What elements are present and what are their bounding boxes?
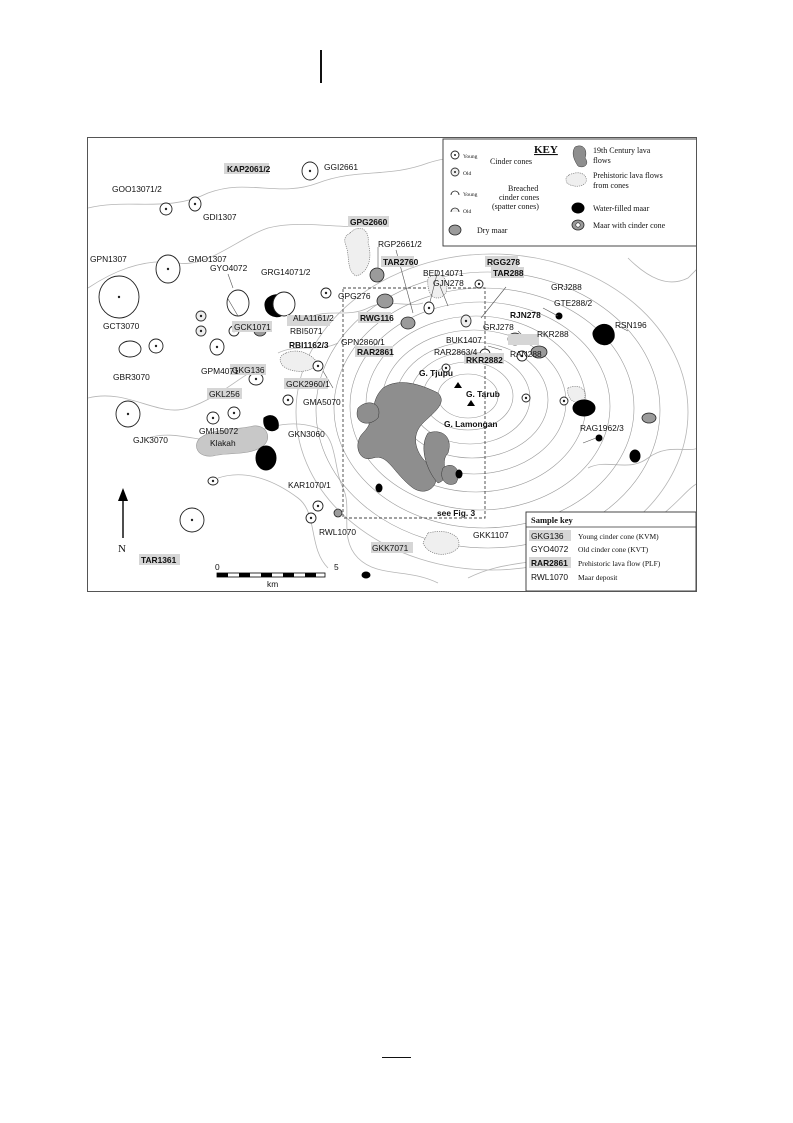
key-water-maar: Water-filled maar xyxy=(593,204,650,213)
label-GCK2960_1: GCK2960/1 xyxy=(286,379,330,389)
label-GCT3070: GCT3070 xyxy=(103,321,140,331)
key-cinder-cones: Cinder cones xyxy=(490,157,532,166)
label-RGG278: RGG278 xyxy=(487,257,521,267)
sample-key-code-3: RWL1070 xyxy=(531,572,569,582)
label-GDI1307: GDI1307 xyxy=(203,212,237,222)
label-GKL256: GKL256 xyxy=(209,389,240,399)
key-title: KEY xyxy=(534,144,558,156)
sample-key-code-0: GKG136 xyxy=(531,531,564,541)
label-RGP2661_2: RGP2661/2 xyxy=(378,239,422,249)
label-GCK1071: GCK1071 xyxy=(234,322,271,332)
scale-unit: km xyxy=(267,579,279,589)
label-GBR3070: GBR3070 xyxy=(113,372,150,382)
label-RAR2863_4: RAR2863/4 xyxy=(434,347,478,357)
label-RAN288: RAN288 xyxy=(510,349,542,359)
label-RBI1162_3: RBI1162/3 xyxy=(289,340,329,350)
label-GKN3060: GKN3060 xyxy=(288,429,325,439)
label-RAG1962_3: RAG1962/3 xyxy=(580,423,624,433)
key-old-2: Old xyxy=(463,209,472,215)
label-GRJ278: GRJ278 xyxy=(483,322,514,332)
label-GRJ288: GRJ288 xyxy=(551,282,582,292)
label-KAP2061_2: KAP2061/2 xyxy=(227,164,271,174)
label-GMI15072: GMI15072 xyxy=(199,426,239,436)
label-TAR2760: TAR2760 xyxy=(383,257,419,267)
label-GGI2661: GGI2661 xyxy=(324,162,358,172)
tjupu-peak-icon xyxy=(454,382,462,388)
scale-end: 5 xyxy=(334,562,339,572)
key-lava19-1: 19th Century lava xyxy=(593,146,651,155)
sample-key-desc-0: Young cinder cone (KVM) xyxy=(578,532,659,541)
scale-bar xyxy=(215,562,339,589)
label-GRG14071_2: GRG14071/2 xyxy=(261,267,311,277)
label-GOO13071_2: GOO13071/2 xyxy=(112,184,162,194)
sample-key-code-2: RAR2861 xyxy=(531,558,568,568)
key-prehist-2: from cones xyxy=(593,181,629,190)
sample-key xyxy=(526,512,696,591)
klakah-label: Klakah xyxy=(210,438,236,448)
label-GMO1307: GMO1307 xyxy=(188,254,227,264)
key-young-2: Young xyxy=(463,192,478,198)
label-BUK1407: BUK1407 xyxy=(446,335,482,345)
label-GPG276: GPG276 xyxy=(338,291,371,301)
sample-key-title: Sample key xyxy=(531,515,573,525)
label-GTE288_2: GTE288/2 xyxy=(554,298,593,308)
north-arrow xyxy=(118,488,128,555)
sample-key-desc-3: Maar deposit xyxy=(578,573,618,582)
label-ALA1161_2: ALA1161/2 xyxy=(293,313,334,323)
label-g-lamongan: G. Lamongan xyxy=(444,419,498,429)
label-GPG2660: GPG2660 xyxy=(350,217,388,227)
label-GPN2860_1: GPN2860/1 xyxy=(341,337,385,347)
sample-key-desc-2: Prehistoric lava flow (PLF) xyxy=(578,559,661,568)
label-TAR1361: TAR1361 xyxy=(141,555,177,565)
label-RJN278: RJN278 xyxy=(510,310,541,320)
map-canvas xyxy=(88,138,697,592)
label-GKK7071: GKK7071 xyxy=(372,543,409,553)
map-key xyxy=(443,139,697,246)
label-GKK1107: GKK1107 xyxy=(473,530,509,540)
label-BED14071: BED14071 xyxy=(423,268,464,278)
north-label: N xyxy=(118,543,126,555)
label-g-tarub: G. Tarub xyxy=(466,389,500,399)
label-g-tjupu: G. Tjupu xyxy=(419,368,453,378)
label-TAR288: TAR288 xyxy=(493,268,524,278)
label-RKR288: RKR288 xyxy=(537,329,569,339)
page-header-rule xyxy=(320,50,322,83)
label-RSN196: RSN196 xyxy=(615,320,647,330)
key-lava19-2: flows xyxy=(593,156,611,165)
label-RBI5071: RBI5071 xyxy=(290,326,323,336)
label-GJK3070: GJK3070 xyxy=(133,435,168,445)
label-RAR2861: RAR2861 xyxy=(357,347,394,357)
label-GJN278: GJN278 xyxy=(433,278,464,288)
north-arrow-icon xyxy=(118,488,128,501)
label-RWG116: RWG116 xyxy=(360,313,394,323)
key-old-1: Old xyxy=(463,171,472,177)
label-GKG136: GKG136 xyxy=(232,365,265,375)
key-young-1: Young xyxy=(463,154,478,160)
label-RKR2882: RKR2882 xyxy=(466,355,503,365)
key-maar-cone: Maar with cinder cone xyxy=(593,221,666,230)
label-RWL1070: RWL1070 xyxy=(319,527,357,537)
label-GYO4072: GYO4072 xyxy=(210,263,248,273)
sample-key-desc-1: Old cinder cone (KVT) xyxy=(578,545,649,554)
key-prehist-1: Prehistoric lava flows xyxy=(593,171,663,180)
see-fig-3-label: see Fig. 3 xyxy=(437,508,476,518)
tarub-peak-icon xyxy=(467,400,475,406)
label-GPN1307: GPN1307 xyxy=(90,254,127,264)
label-GPM4071: GPM4071 xyxy=(201,366,239,376)
label-KAR1070_1: KAR1070/1 xyxy=(288,480,331,490)
sample-key-code-1: GYO4072 xyxy=(531,544,569,554)
page-footer-rule xyxy=(382,1057,411,1058)
key-dry-maar: Dry maar xyxy=(477,226,508,235)
volcanic-field-map xyxy=(87,137,697,592)
key-breached-3: (spatter cones) xyxy=(492,202,539,211)
label-GMA5070: GMA5070 xyxy=(303,397,341,407)
key-breached-1: Breached xyxy=(508,184,539,193)
lava-flows-19th-century xyxy=(357,383,458,492)
key-breached-2: cinder cones xyxy=(499,193,540,202)
scale-start: 0 xyxy=(215,562,220,572)
